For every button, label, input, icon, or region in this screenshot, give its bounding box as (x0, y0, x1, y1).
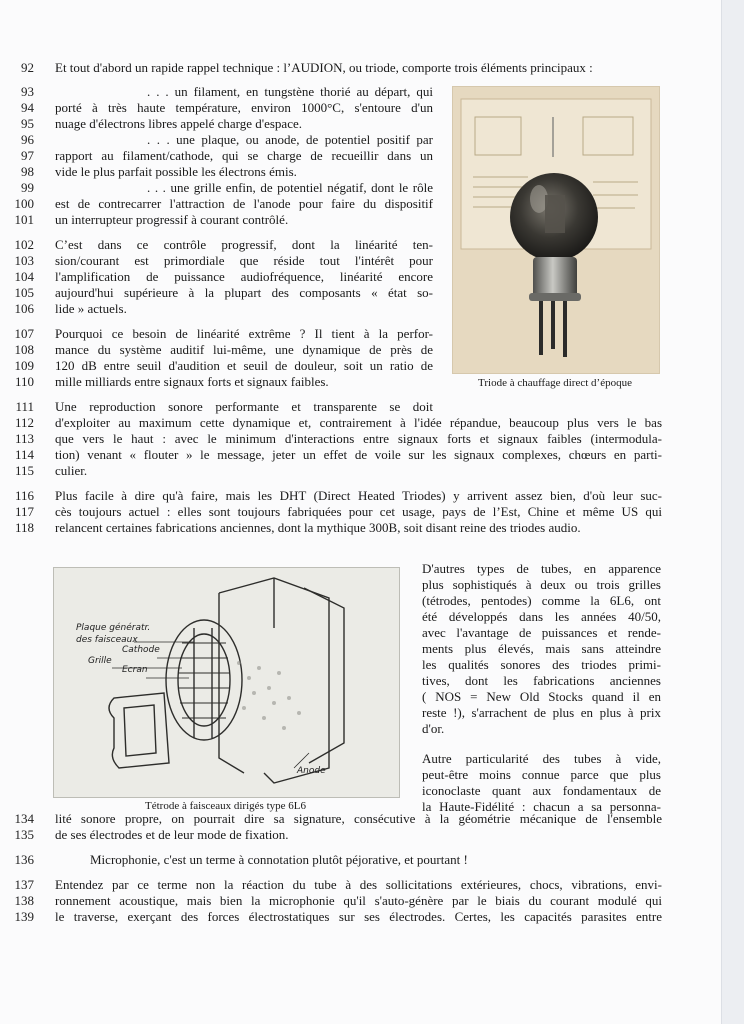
line-number: 135 (14, 827, 34, 842)
line-number: 104 (14, 269, 34, 284)
paragraph-signature (55, 811, 662, 843)
paragraph-line: ronnement acoustique, mais bien la microphonie qu'il s'auto-génère par le biais du courant modulé qui (55, 893, 662, 908)
paragraph-line: la Haute-Fidélité : chacun a sa personna- (422, 799, 661, 814)
paragraph-dht (55, 488, 662, 536)
paragraph-line: porté à très haute température, environ 1000°C, s'entoure d'un (55, 100, 433, 115)
paragraph-reproduction (55, 399, 662, 479)
paragraph-line: Une reproduction sonore performante et transparente se doit (55, 399, 433, 414)
paragraph-line: sion/courant est primordiale que réside tout l'intérêt pour (55, 253, 433, 268)
paragraph-line: tives, dont les fabrications anciennes (422, 673, 661, 688)
line-number: 107 (14, 326, 34, 341)
line-number: 110 (14, 374, 34, 389)
paragraph-line: plus sophistiqués à deux ou trois grilles (422, 577, 661, 592)
line-number: 101 (14, 212, 34, 227)
triode-tube-illustration (453, 87, 659, 373)
tetrode-drawing (54, 568, 399, 797)
line-number: 105 (14, 285, 34, 300)
line-number: 97 (21, 148, 34, 163)
paragraph-line: Plus facile à dire qu'à faire, mais les DHT (Direct Heated Triodes) y arrivent assez bien, d'où leur suc- (55, 488, 662, 503)
line-number: 108 (14, 342, 34, 357)
paragraph-line: 120 dB entre seuil d'audition et seuil de douleur, soit un ratio de (55, 358, 433, 373)
label-anode: Anode (297, 766, 326, 776)
line-number: 94 (21, 100, 34, 115)
line-number: 100 (14, 196, 34, 211)
paragraph-linearite (55, 326, 433, 390)
paragraph-line: lité sonore propre, on pourrait dire sa signature, consécutive à la géométrie mécanique de l'ensemble (55, 811, 662, 826)
paragraph-line: avec l'avantage de puissances et rende- (422, 625, 661, 640)
paragraph-line: C’est dans ce contrôle progressif, dont la linéarité ten- (55, 237, 433, 252)
line-number: 134 (14, 811, 34, 826)
line-number: 95 (21, 116, 34, 131)
paragraph-plaque (55, 132, 433, 180)
line-number: 118 (14, 520, 34, 535)
line-number: 112 (14, 415, 34, 430)
page-edge (721, 0, 744, 1024)
paragraph-line: rapport au filament/cathode, qui se charge de recueillir dans un (55, 148, 433, 163)
paragraph-line: le traverse, exerçant des forces électrostatiques sur ses électrodes. Certes, les capacités parasites entre (55, 909, 662, 924)
label-grille: Grille (88, 656, 112, 666)
paragraph-line: Pourquoi ce besoin de linéarité extrême ? Il tient à la perfor- (55, 326, 433, 341)
line-number: 96 (21, 132, 34, 147)
paragraph-entendez (55, 877, 662, 925)
paragraph-line: d'exploiter au maximum cette dynamique et, contrairement à l'idée répandue, beaucoup plus vers le bas (55, 415, 662, 430)
paragraph-line: nuage d'électrons libres appelé charge d'espace. (55, 116, 302, 131)
paragraph-tubes (422, 561, 661, 737)
line-number: 116 (14, 488, 34, 503)
paragraph-line: iconoclaste quant aux fondamentaux de (422, 783, 661, 798)
line-number: 102 (14, 237, 34, 252)
paragraph-particularite (422, 751, 661, 815)
paragraph-line: lide » actuels. (55, 301, 127, 316)
paragraph-line: . . . une grille enfin, de potentiel négatif, dont le rôle (147, 180, 433, 195)
line-number: 137 (14, 877, 34, 892)
paragraph-line: culier. (55, 463, 88, 478)
paragraph-line: Et tout d'abord un rapide rappel technique : l’AUDION, ou triode, comporte trois éléments principaux : (55, 60, 593, 75)
paragraph-line: . . . un filament, en tungstène thorié au départ, qui (147, 84, 433, 99)
label-ecran: Ecran (122, 665, 148, 675)
paragraph-line: les qualités sonores des triodes primi- (422, 657, 661, 672)
diagram-caption: Tétrode à faisceaux dirigés type 6L6 (145, 800, 306, 812)
paragraph-line: d'or. (422, 721, 445, 736)
paragraph-filament (55, 84, 433, 132)
paragraph-line: Entendez par ce terme non la réaction du tube à des sollicitations extérieures, chocs, vibrations, envi- (55, 877, 662, 892)
line-number: 115 (14, 463, 34, 478)
paragraph-line: ( NOS = New Old Stocks quand il en (422, 689, 661, 704)
paragraph-line: peut-être moins connue parce que plus (422, 767, 661, 782)
paragraph-line: relancent certaines fabrications anciennes, dont la mythique 300B, soit disant reine des triodes audio. (55, 520, 581, 535)
paragraph-line: été développés dans les années 40/50, (422, 609, 661, 624)
paragraph-line: un interrupteur progressif à courant contrôlé. (55, 212, 289, 227)
line-number: 103 (14, 253, 34, 268)
paragraph-line: de ses électrodes et de leur mode de fixation. (55, 827, 289, 842)
tetrode-diagram (53, 567, 400, 798)
paragraph-line: (tétrodes, pentodes) comme la 6L6, ont (422, 593, 661, 608)
paragraph-line: mille milliards entre signaux forts et signaux faibles. (55, 374, 329, 389)
line-number: 111 (15, 399, 34, 414)
triode-photo (452, 86, 660, 374)
label-cathode: Cathode (122, 645, 160, 655)
paragraph-controle (55, 237, 433, 317)
paragraph-line: ments plus élevés, mais sans atteindre (422, 641, 661, 656)
paragraph-microphonie: Microphonie, c'est un terme à connotation plutôt péjorative, et pourtant ! (90, 852, 468, 867)
line-number: 136 (14, 852, 34, 867)
line-number: 93 (21, 84, 34, 99)
line-number: 138 (14, 893, 34, 908)
line-number: 106 (14, 301, 34, 316)
paragraph-line: reste !), s'arrachent de plus en plus à prix (422, 705, 661, 720)
label-plaque: Plaque génératr. des faisceaux (76, 623, 151, 645)
line-number: 109 (14, 358, 34, 373)
paragraph-line: aujourd'hui supérieure à la plupart des composants « état so- (55, 285, 433, 300)
line-number: 139 (14, 909, 34, 924)
line-number: 114 (14, 447, 34, 462)
paragraph-line: . . . une plaque, ou anode, de potentiel positif par (147, 132, 433, 147)
line-number: 92 (21, 60, 34, 75)
paragraph-grille (55, 180, 433, 228)
paragraph-line: cès toujours actuel : elles sont toujours fabriquées pour cet usage, pays de l’Est, Chine et même US qui (55, 504, 662, 519)
paragraph-line: Autre particularité des tubes à vide, (422, 751, 661, 766)
paragraph-line: vide le plus parfait possible les électrons émis. (55, 164, 297, 179)
paragraph-line: mance du système auditif lui-même, une dynamique de près de (55, 342, 433, 357)
photo-caption: Triode à chauffage direct d’époque (478, 377, 632, 389)
line-number: 99 (21, 180, 34, 195)
line-number: 113 (14, 431, 34, 446)
paragraph-line: tion) venant « flouter » le message, jeter un effet de voile sur les signaux complexes, chœurs en parti- (55, 447, 662, 462)
line-number: 117 (14, 504, 34, 519)
paragraph-line: est de contrecarrer l'attraction de l'anode pour faire du dispositif (55, 196, 433, 211)
paragraph-line: D'autres types de tubes, en apparence (422, 561, 661, 576)
line-number: 98 (21, 164, 34, 179)
paragraph-line: que vers le haut : avec le minimum d'interactions entre signaux forts et signaux faibles (intermodula- (55, 431, 662, 446)
paragraph-line: l'amplification de puissance audiofréquence, linéarité encore (55, 269, 433, 284)
